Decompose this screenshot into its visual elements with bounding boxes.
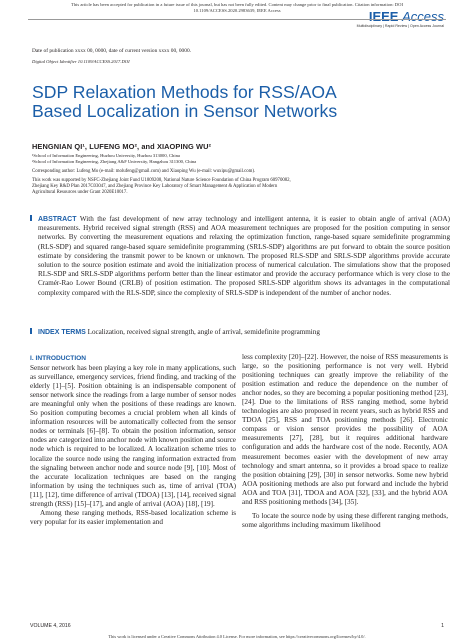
- index-terms-text: Localization, received signal strength, angle of arrival, semidefinite programming: [87, 328, 320, 336]
- right-column: [242, 353, 448, 530]
- header-divider: [28, 19, 446, 20]
- license-notice: This work is licensed under a Creative Commons Attribution 4.0 License. For more information, see https://creativecommons.org/licenses/by/4.0/.: [108, 634, 366, 639]
- left-column: [30, 353, 236, 527]
- intro-paragraph-4: To locate the source node by using these different ranging methods, some algorithms including maximum likelihood: [242, 511, 448, 529]
- notice-line-1: This article has been accepted for publication in a future issue of this journal, but has not been fully edited. Content may change prior to final publication. Citation information: DOI: [71, 2, 403, 7]
- title-line-1: SDP Relaxation Methods for RSS/AOA: [32, 82, 337, 102]
- funding-statement: [32, 178, 442, 197]
- introduction-heading: I. INTRODUCTION: [30, 355, 87, 362]
- funding-line-2: Zhejiang Key R&D Plan 2017C03047, and Zhejiang Province Key Laboratory of Smart Management & Application of Modern: [32, 184, 278, 190]
- index-terms-marker: [30, 328, 32, 334]
- publication-date: Date of publication xxxx 00, 0000, date of current version xxxx 00, 0000.: [32, 48, 191, 54]
- index-terms-body: [38, 328, 450, 337]
- logo-italic: Access: [402, 9, 444, 24]
- abstract-text: With the fast development of new array technology and intelligent antenna, it is easier to obtain angle of arrival (AOA) measurements. Hybrid received signal strength (RSS) and AOA measurement techniques are proposed for the position computing in sensor networks. By converting the measurement equations and relaxing the optimization function, range-based square semidefinite programming (RLS-SDP) and squared range-based square semidefinite programming (SRLS-SDP) algorithms are put forward to obtain the source position estimate by considering the transmit power to be known or unknown. The proposed RLS-SDP and SRLS-SDP algorithms provide accurate solution to the source position estimate and avoid the initialization process of numerical calculation. The simulations show that the proposed RLS-SDP and SRLS-SDP algorithms perform better than the linear estimator and provide the accuracy performance which is very close to the Cramér-Rao Lower Bound (CRLB) of position estimation. The proposed SRLS-SDP algorithm shows its advantages in the computational complexity compared with the RLS-SDP, since the complexity of SRLS-SDP is independent of the number of anchor nodes.: [38, 215, 450, 297]
- doi-line: Digital Object Identifier 10.1109/ACCESS.2017.DOI: [32, 59, 130, 64]
- funding-line-1: This work was supported by NSFC-Zhejiang Joint Fund U1809208, National Nature Science Foundation of China Program 60970082,: [32, 178, 291, 183]
- abstract-body: [38, 215, 450, 298]
- intro-paragraph-1: Sensor network has been playing a key role in many applications, such as surveillance, emergency services, friend finding, and tracking of the elderly [1]–[5]. Position obtaining is an indispensable component of sensor network since the readings from a large number of sensor nodes are meaningful only when the positions of these readings are known. So position computing becomes a crucial problem when all kinds of information resources will be automatically collected from the sensor nodes or terminals [6]–[8]. To obtain the position information, sensor nodes are categorized into anchor node with known position and source node which is required to be localized. A localization scheme tries to localize the source node using the ranging information extracted from the signaling between anchor node and source node [9], [10]. Most of the accurate localization techniques are based on the ranging information by using the techniques such as, time of arrival (TOA) [11], [12], time difference of arrival (TDOA) [13], [14], received signal strength (RSS) [15]–[17], and angle of arrival (AOA) [18], [19].: [30, 364, 236, 508]
- abstract-marker: [30, 215, 32, 221]
- affiliation-1: ¹School of Information Engineering, Huzhou University, Huzhou 313000, China: [32, 153, 180, 158]
- notice-line-2: 10.1109/ACCESS.2020.2983639, IEEE Access: [193, 7, 281, 13]
- affiliations: [32, 153, 196, 165]
- funding-line-3: Agricultural Resources under Grant 2020E10017.: [32, 190, 128, 196]
- corresponding-author: Corresponding author: Lufeng Mo (e-mail: molufeng@gmail.com) and Xiaoping Wu (e-mail: wuxipu@gmail.com).: [32, 169, 256, 174]
- paper-title: [32, 83, 452, 121]
- page-number: 1: [441, 623, 444, 629]
- abstract-label: ABSTRACT: [38, 216, 77, 223]
- title-line-2: Based Localization in Sensor Networks: [32, 101, 338, 121]
- abstract-section: [30, 215, 450, 298]
- intro-paragraph-2: Among these ranging methods, RSS-based localization scheme is very popular for its easier implementation and: [30, 508, 236, 526]
- volume-info: VOLUME 4, 2016: [30, 623, 71, 629]
- author-list: HENGNIAN QI¹, LUFENG MO², and XIAOPING WU²: [32, 142, 212, 151]
- logo-wordmark: [357, 10, 444, 23]
- logo-tagline: Multidisciplinary | Rapid Review | Open Access Journal: [356, 24, 444, 28]
- affiliation-2: ²School of Information Engineering, Zhejiang A&F University, Hangzhou 311300, China: [32, 158, 197, 164]
- logo-bold: IEEE: [368, 9, 399, 24]
- index-terms-section: [30, 328, 450, 337]
- index-terms-label: INDEX TERMS: [38, 329, 86, 336]
- intro-paragraph-3: less complexity [20]–[22]. However, the noise of RSS measurements is large, so the positioning performance is not very well. Hybrid positioning techniques can greatly improve the reliability of the position estimation and reduce the dependence on the number of anchor nodes, so they are becoming a popular positioning method [23], [24]. Due to the limitations of RSS ranging method, some hybrid technologies are also proposed in recent years, such as hybrid RSS and TDOA [25], RSS and TOA positioning methods [26]. Electronic compass or vision sensor provides the possibility of AOA measurements [27], [28], but it requires additional hardware configuration and adds the hardware cost of the node. Recently, AOA measurement becomes easier with the development of new array technology and smart antenna, so it provides a broad space to realize the position obtaining [29], [30] in sensor networks. Some new hybrid AOA positioning methods are also put forward and include the hybrid AOA and TOA [31], TDOA and AOA [32], [33], and the hybrid AOA and RSS positioning methods [34], [35].: [242, 353, 448, 506]
